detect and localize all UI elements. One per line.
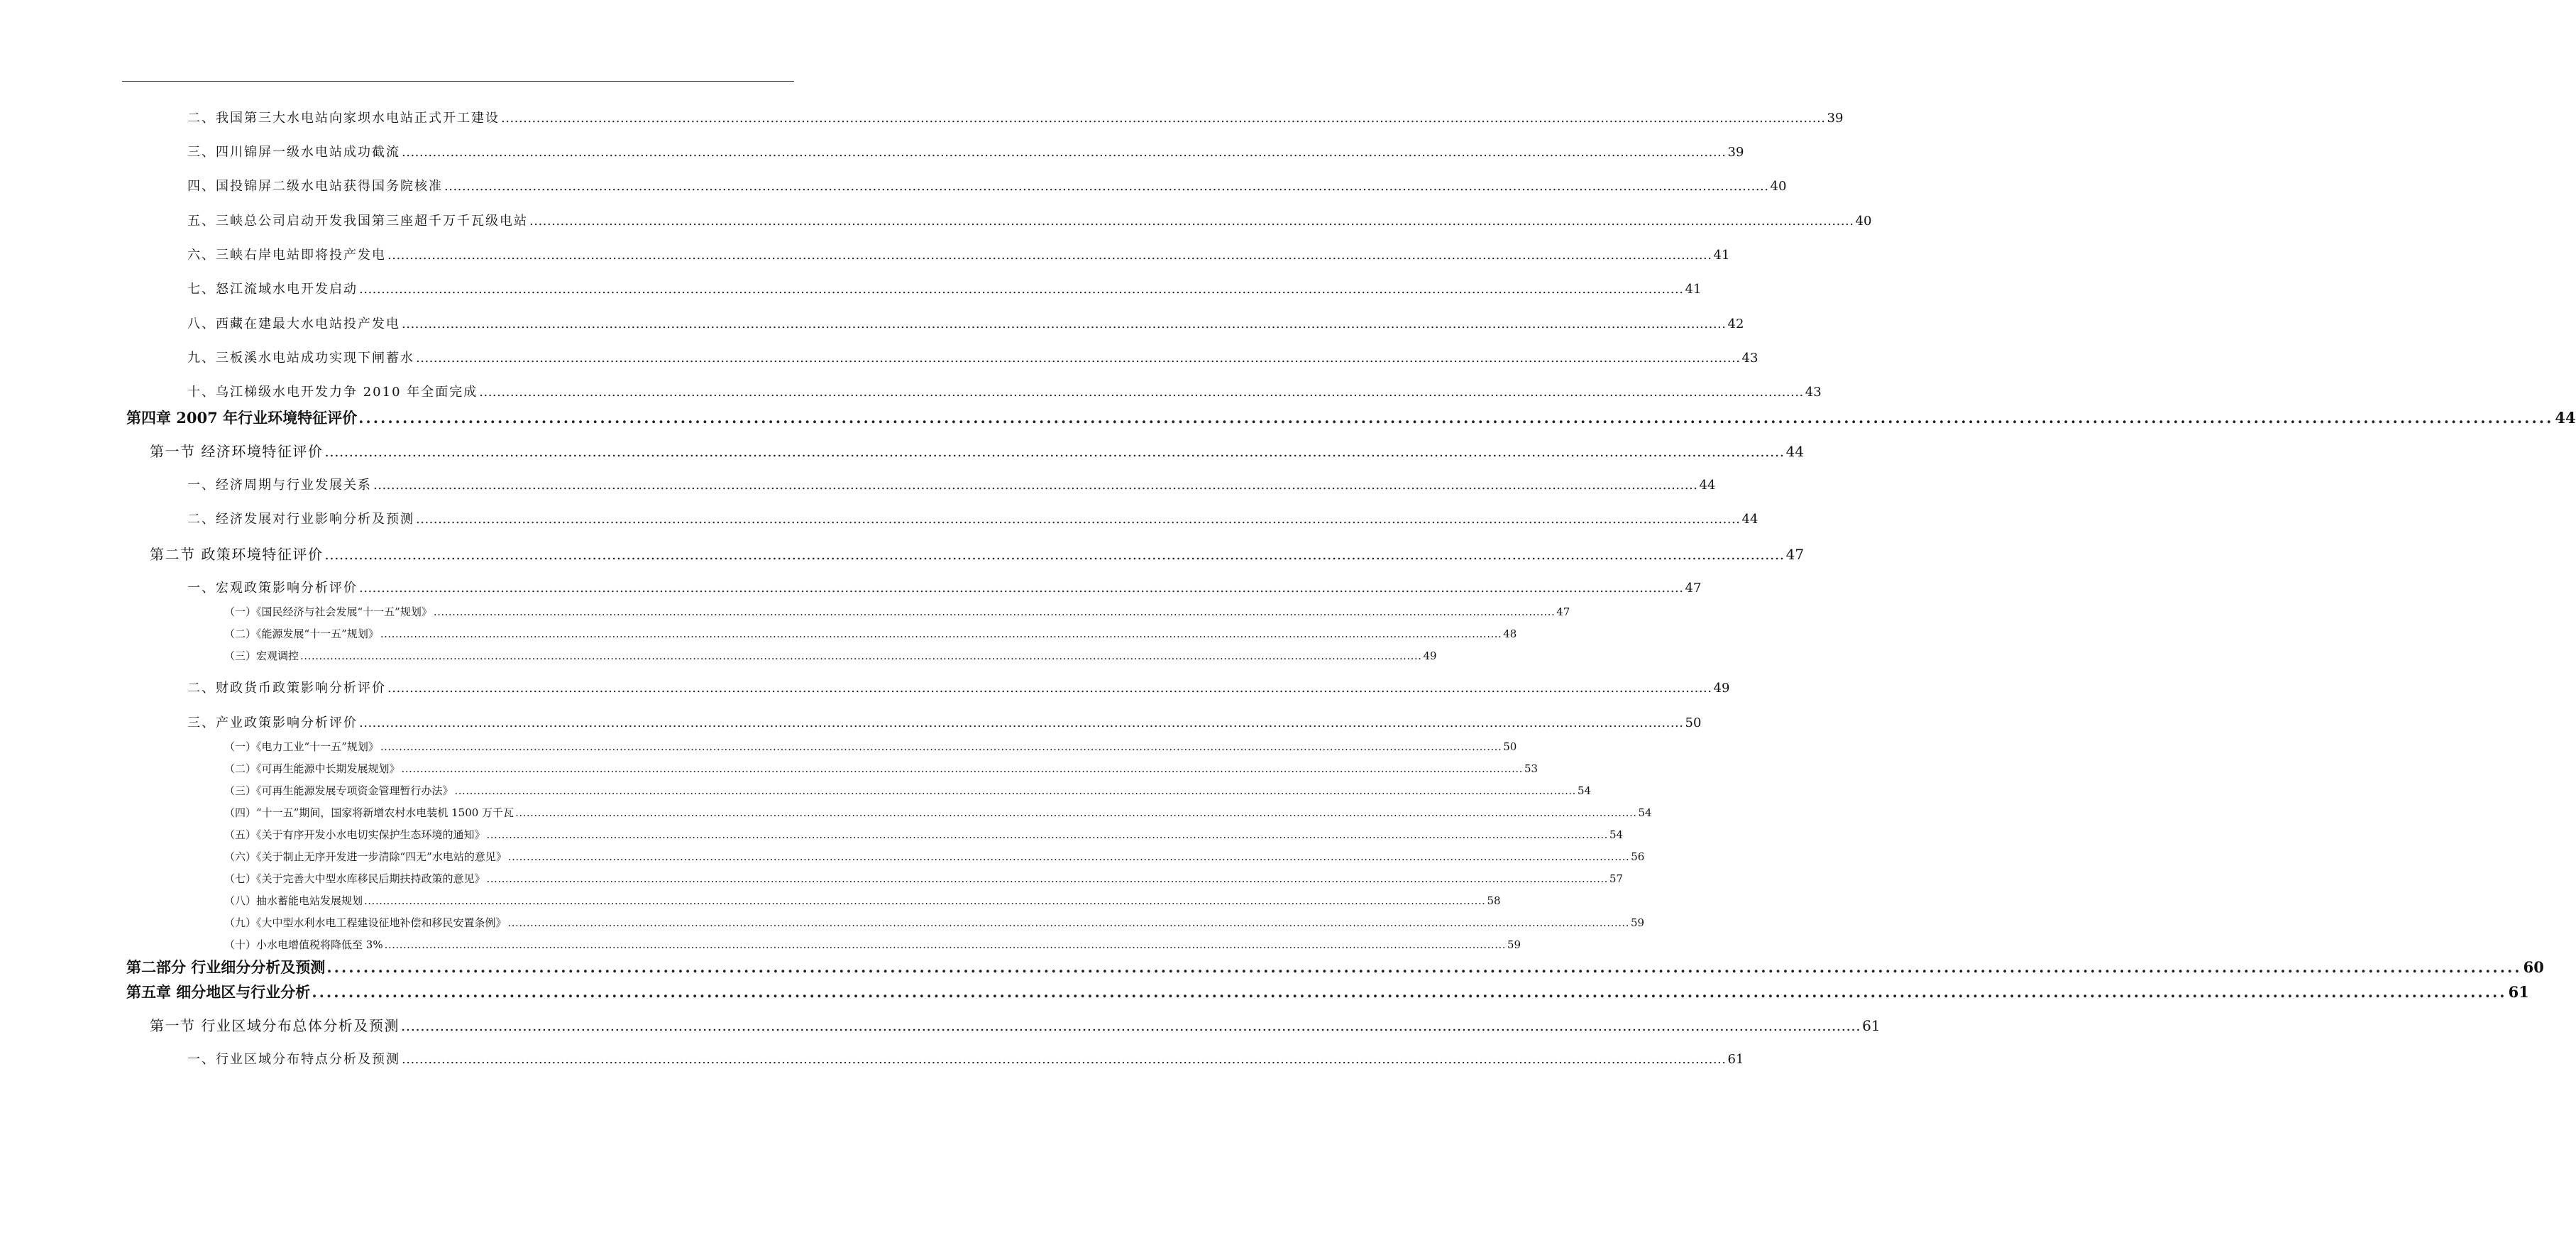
- toc-entry-label: 十、乌江梯级水电开发力争 2010 年全面完成: [187, 385, 478, 400]
- toc-entry-section[interactable]: [150, 443, 1805, 460]
- toc-entry[interactable]: [187, 478, 1716, 493]
- toc-entry-label: （七）《关于完善大中型水库移民后期扶持政策的意见》: [224, 872, 485, 885]
- toc-entry-label: （九）《大中型水利水电工程建设征地补偿和移民安置条例》: [224, 916, 507, 929]
- dot-leader: ............................................................................................................................................................................................................................................................................................................: [384, 938, 1506, 951]
- toc-entry-chapter[interactable]: [126, 983, 2529, 1001]
- toc-entry-sub[interactable]: [224, 740, 1517, 753]
- toc-entry-chapter[interactable]: [126, 409, 2576, 427]
- dot-leader: ............................................................................................................................................................................................................................................................................................................: [359, 715, 1684, 730]
- toc-entry[interactable]: [187, 145, 1744, 160]
- toc-entry-label: 一、宏观政策影响分析评价: [187, 581, 358, 596]
- toc-entry[interactable]: [187, 351, 1758, 366]
- dot-leader: ............................................................................................................................................................................................................................................................................................................: [400, 1017, 1861, 1034]
- toc-entry[interactable]: [187, 179, 1787, 194]
- dot-leader: ............................................................................................................................................................................................................................................................................................................: [387, 248, 1712, 263]
- toc-entry[interactable]: [187, 681, 1730, 696]
- dot-leader: ............................................................................................................................................................................................................................................................................................................: [401, 762, 1523, 775]
- toc-entry-label: （三）宏观调控: [224, 649, 299, 662]
- toc-entry[interactable]: [187, 248, 1730, 263]
- toc-entry-label: 一、行业区域分布特点分析及预测: [187, 1052, 400, 1067]
- toc-entry-label: （六）《关于制止无序开发进一步清除“四无”水电站的意见》: [224, 850, 507, 863]
- toc-entry-page: 59: [1507, 938, 1521, 951]
- dot-leader: ............................................................................................................................................................................................................................................................................................................: [402, 317, 1727, 331]
- toc-entry-label: 第二部分 行业细分分析及预测: [126, 958, 326, 976]
- dot-leader: ............................................................................................................................................................................................................................................................................................................: [479, 385, 1804, 400]
- toc-entry-page: 44: [1699, 478, 1716, 493]
- toc-entry-label: 第一节 经济环境特征评价: [150, 443, 324, 460]
- toc-entry[interactable]: [187, 214, 1872, 229]
- toc-entry-label: 二、财政货币政策影响分析评价: [187, 681, 386, 696]
- toc-entry-page: 61: [2508, 983, 2529, 1001]
- toc-entry-label: 一、经济周期与行业发展关系: [187, 478, 372, 493]
- dot-leader: ............................................................................................................................................................................................................................................................................................................: [402, 145, 1727, 160]
- toc-entry-page: 61: [1862, 1017, 1881, 1034]
- dot-leader: ............................................................................................................................................................................................................................................................................................................: [501, 111, 1826, 126]
- toc-entry-label: 三、四川锦屏一级水电站成功截流: [187, 145, 400, 160]
- dot-leader: ............................................................................................................................................................................................................................................................................................................: [433, 605, 1556, 618]
- dot-leader: ............................................................................................................................................................................................................................................................................................................: [507, 850, 1630, 863]
- toc-entry-sub[interactable]: [224, 938, 1521, 951]
- toc-entry-label: 第二节 政策环境特征评价: [150, 546, 324, 563]
- toc-entry-page: 59: [1630, 916, 1645, 929]
- dot-leader: ............................................................................................................................................................................................................................................................................................................: [515, 806, 1637, 819]
- toc-entry-page: 43: [1741, 351, 1758, 366]
- dot-leader: ............................................................................................................................................................................................................................................................................................................: [380, 627, 1502, 640]
- toc-entry-page: 47: [1785, 546, 1805, 563]
- toc-entry-sub[interactable]: [224, 605, 1570, 618]
- toc-entry[interactable]: [187, 1052, 1744, 1067]
- toc-entry-section[interactable]: [150, 1017, 1881, 1034]
- toc-entry-label: （十）小水电增值税将降低至 3%: [224, 938, 383, 951]
- toc-entry-page: 58: [1487, 894, 1501, 907]
- toc-entry[interactable]: [187, 385, 1822, 400]
- toc-entry-page: 49: [1713, 681, 1730, 696]
- dot-leader: ............................................................................................................................................................................................................................................................................................................: [359, 282, 1684, 297]
- toc-entry[interactable]: [187, 512, 1758, 527]
- toc-entry-page: 47: [1556, 605, 1570, 618]
- dot-leader: ............................................................................................................................................................................................................................................................................................................: [387, 681, 1712, 696]
- toc-entry-page: 41: [1713, 248, 1730, 263]
- dot-leader: ............................................................................................................................................................................................................................................................................................................: [486, 872, 1608, 885]
- dot-leader: ............................................................................................................................................................................................................................................................................................................: [359, 581, 1684, 596]
- toc-entry-sub[interactable]: [224, 784, 1592, 797]
- toc-entry-page: 47: [1685, 581, 1702, 596]
- toc-entry-label: 七、怒江流域水电开发启动: [187, 282, 358, 297]
- toc-entry-page: 42: [1727, 317, 1744, 331]
- dot-leader: ............................................................................................................................................................................................................................................................................................................: [402, 1052, 1727, 1067]
- toc-entry-sub[interactable]: [224, 872, 1624, 885]
- toc-entry-page: 49: [1423, 649, 1437, 662]
- toc-entry-label: 第一节 行业区域分布总体分析及预测: [150, 1017, 400, 1034]
- toc-entry-page: 54: [1577, 784, 1592, 797]
- dot-leader: ............................................................................................................................................................................................................................................................................................................: [324, 443, 1785, 460]
- dot-leader: ............................................................................................................................................................................................................................................................................................................: [358, 409, 2554, 427]
- toc-entry-label: （三）《可再生能源发展专项资金管理暂行办法》: [224, 784, 453, 797]
- dot-leader: ............................................................................................................................................................................................................................................................................................................: [444, 179, 1769, 194]
- toc-entry-label: （一）《电力工业“十一五”规划》: [224, 740, 379, 753]
- toc-entry-sub[interactable]: [224, 627, 1517, 640]
- toc-entry-page: 44: [1741, 512, 1758, 527]
- toc-entry-page: 44: [2555, 409, 2576, 427]
- dot-leader: ............................................................................................................................................................................................................................................................................................................: [312, 983, 2507, 1001]
- toc-entry-section[interactable]: [150, 546, 1805, 563]
- toc-entry-page: 54: [1638, 806, 1652, 819]
- dot-leader: ............................................................................................................................................................................................................................................................................................................: [380, 740, 1502, 753]
- dot-leader: ............................................................................................................................................................................................................................................................................................................: [416, 512, 1741, 527]
- toc-entry-page: 41: [1685, 282, 1702, 297]
- toc-entry-sub[interactable]: [224, 894, 1501, 907]
- toc-entry-page: 50: [1685, 715, 1702, 730]
- toc-entry-sub[interactable]: [224, 649, 1437, 662]
- dot-leader: ............................................................................................................................................................................................................................................................................................................: [507, 916, 1629, 929]
- toc-entry-label: 四、国投锦屏二级水电站获得国务院核准: [187, 179, 443, 194]
- dot-leader: ............................................................................................................................................................................................................................................................................................................: [300, 649, 1422, 662]
- toc-entry[interactable]: [187, 111, 1844, 126]
- toc-entry-sub[interactable]: [224, 828, 1624, 841]
- toc-entry-page: 40: [1855, 214, 1872, 229]
- toc-entry-chapter[interactable]: [126, 958, 2544, 976]
- toc-entry-page: 60: [2523, 958, 2544, 976]
- toc-entry-page: 53: [1524, 762, 1539, 775]
- toc-entry-page: 57: [1609, 872, 1624, 885]
- toc-entry-sub[interactable]: [224, 916, 1645, 929]
- toc-entry[interactable]: [187, 317, 1744, 331]
- dot-leader: ............................................................................................................................................................................................................................................................................................................: [373, 478, 1698, 493]
- dot-leader: ............................................................................................................................................................................................................................................................................................................: [416, 351, 1741, 366]
- toc-entry-label: 五、三峡总公司启动开发我国第三座超千万千瓦级电站: [187, 214, 528, 229]
- toc-entry-label: （八）抽水蓄能电站发展规划: [224, 894, 363, 907]
- toc-entry-sub[interactable]: [224, 850, 1645, 863]
- toc-entry-label: 第四章 2007 年行业环境特征评价: [126, 409, 358, 427]
- dot-leader: ............................................................................................................................................................................................................................................................................................................: [364, 894, 1486, 907]
- toc-entry-label: 第五章 细分地区与行业分析: [126, 983, 311, 1001]
- toc-entry-page: 43: [1805, 385, 1822, 400]
- toc-entry-label: （四）“十一五”期间，国家将新增农村水电装机 1500 万千瓦: [224, 806, 514, 819]
- dot-leader: ............................................................................................................................................................................................................................................................................................................: [324, 546, 1785, 563]
- toc-entry-page: 54: [1609, 828, 1624, 841]
- toc-entry-page: 61: [1727, 1052, 1744, 1067]
- toc-entry-label: 九、三板溪水电站成功实现下闸蓄水: [187, 351, 414, 366]
- dot-leader: ............................................................................................................................................................................................................................................................................................................: [454, 784, 1576, 797]
- toc-entry-label: （五）《关于有序开发小水电切实保护生态环境的通知》: [224, 828, 485, 841]
- toc-entry-sub[interactable]: [224, 762, 1539, 775]
- toc-entry-page: 56: [1631, 850, 1645, 863]
- toc-entry[interactable]: [187, 581, 1702, 596]
- toc-entry-label: 三、产业政策影响分析评价: [187, 715, 358, 730]
- dot-leader: ............................................................................................................................................................................................................................................................................................................: [486, 828, 1608, 841]
- toc-entry-page: 40: [1770, 179, 1787, 194]
- dot-leader: ............................................................................................................................................................................................................................................................................................................: [529, 214, 1854, 229]
- toc-entry-page: 39: [1727, 145, 1744, 160]
- dot-leader: ............................................................................................................................................................................................................................................................................................................: [326, 958, 2522, 976]
- toc-entry-label: （二）《可再生能源中长期发展规划》: [224, 762, 400, 775]
- toc-entry-label: （一）《国民经济与社会发展“十一五”规划》: [224, 605, 432, 618]
- toc-entry-label: 二、经济发展对行业影响分析及预测: [187, 512, 414, 527]
- toc-entry-page: 44: [1785, 443, 1805, 460]
- toc-entry-sub[interactable]: [224, 806, 1652, 819]
- toc-entry[interactable]: [187, 715, 1702, 730]
- toc-entry-label: 二、我国第三大水电站向家坝水电站正式开工建设: [187, 111, 500, 126]
- toc-entry-label: 六、三峡右岸电站即将投产发电: [187, 248, 386, 263]
- toc-entry-label: （二）《能源发展“十一五”规划》: [224, 627, 379, 640]
- toc-entry-page: 48: [1503, 627, 1517, 640]
- toc-entry[interactable]: [187, 282, 1702, 297]
- toc-entry-page: 39: [1827, 111, 1844, 126]
- toc-entry-page: 50: [1503, 740, 1517, 753]
- toc-entry-label: 八、西藏在建最大水电站投产发电: [187, 317, 400, 331]
